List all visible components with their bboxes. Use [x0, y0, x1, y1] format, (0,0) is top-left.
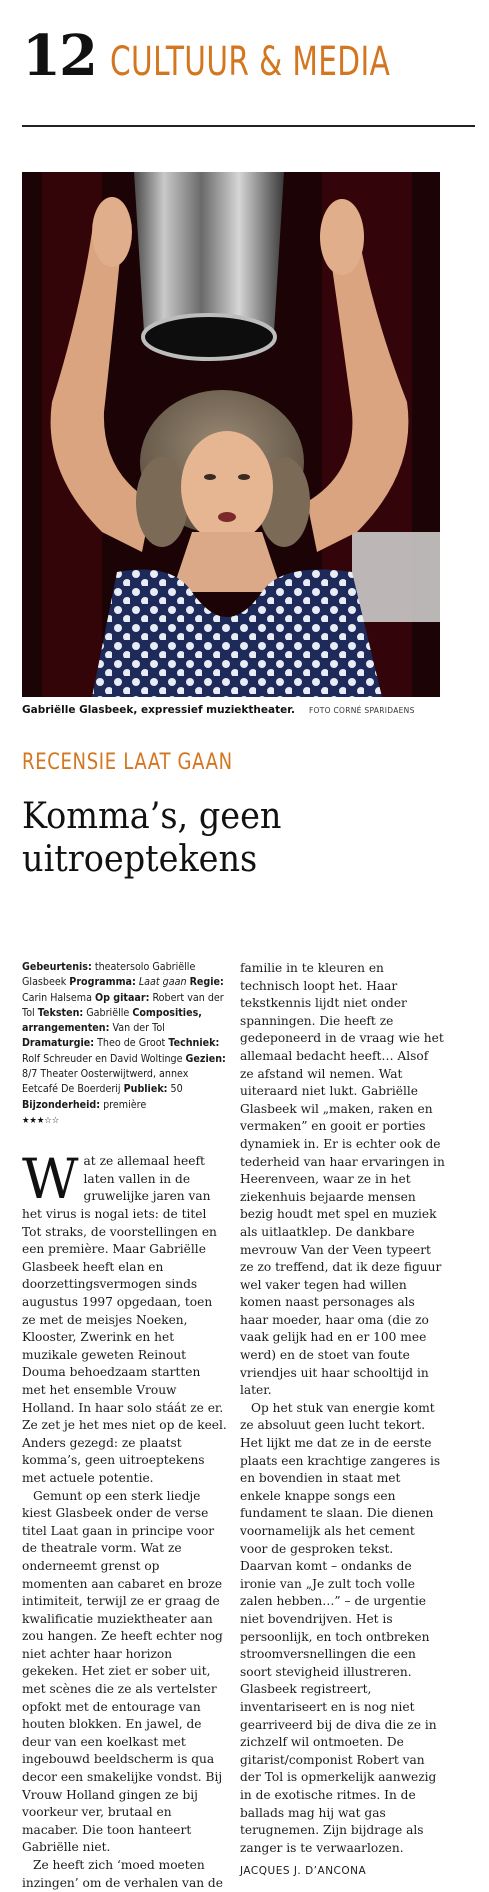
photo-credit: FOTO CORNÉ SPARIDAENS: [308, 706, 415, 715]
info-label: Programma:: [69, 976, 136, 989]
photo-caption: Gabriëlle Glasbeek, expressief muziektheater.: [22, 704, 295, 716]
info-label: Bijzonderheid:: [22, 1098, 101, 1111]
info-label: Composities, arrangementen:: [22, 1006, 202, 1035]
info-label: Regie:: [189, 976, 224, 989]
article-column-left: [22, 960, 227, 1892]
info-value: Theo de Groot: [94, 1037, 169, 1050]
author-byline: JACQUES J. D’ANCONA: [240, 1865, 367, 1878]
article-photo: [22, 172, 440, 697]
article-kicker: RECENSIE LAAT GAAN: [22, 750, 233, 775]
info-value: première: [100, 1098, 147, 1111]
info-value: Robert van der Tol: [22, 991, 224, 1019]
info-label: Publiek:: [123, 1083, 168, 1096]
photo-caption-row: [22, 704, 440, 716]
info-value: Laat gaan: [135, 976, 190, 989]
article-body-right: [240, 960, 445, 1857]
info-value: Van der Tol: [109, 1022, 165, 1035]
performer-illustration: [22, 172, 440, 697]
info-value: Carin Halsema: [22, 991, 95, 1004]
paragraph: Gemunt op een sterk liedje kiest Glasbeek onder de verse titel Laat gaan in principe voor de theatrale vorm. Wat ze onderneemt grenst op momenten aan cabaret en broze intimiteit, terwijl ze er graag de kwalificatie muziektheater aan zou hangen. Ze heeft echter nog niet achter haar horizon gekeken. Het ziet er sober uit, met scènes die ze als vertelster opfokt met de entourage van houten blokken. En jawel, de deur van een koelkast met ingebouwd beeldscherm is qua decor een smakelijke vondst. Bij Vrouw Holland gingen ze bij voorkeur ver, brutaal en macaber. Die toon hanteert Gabriëlle niet.: [22, 1488, 223, 1855]
star-rating: ★★★☆☆: [22, 1115, 60, 1126]
paragraph-text: at ze allemaal heeft laten vallen in de gruwelijke jaren van het virus is nogal iets: de titel Tot straks, de voorstellingen en een première. Maar Gabriëlle Glasbeek heeft elan en doorzettingsvermogen sinds augustus 1997 opgedaan, toen ze met de meisjes Noeken, Klooster, Zwerink en het muzikale geweten Reinout Douma behoedzaam startten met het ensemble Vrouw Holland. In haar solo stáát ze er. Ze zet je het mes niet op de keel. Anders gezegd: ze plaatst komma’s, geen uitroeptekens met actuele potentie.: [22, 1154, 227, 1485]
paragraph: familie in te kleuren en technisch loopt het. Haar tekstkennis lijdt niet onder spanningen. Die heeft ze gedeponeerd in de vraag wie het allemaal bedacht heeft… Alsof ze afstand wil nemen. Wat uiteraard niet lukt. Gabriëlle Glasbeek wil „maken, raken en vermaken” en gooit er porties dynamiek in. Er is echter ook de tederheid van haar ervaringen in Heerenveen, waar ze in het ziekenhuis bejaarde mensen bezig houdt met spel en muziek als uitlaatklep. De dankbare mevrouw Van der Veen typeert ze zo treffend, dat ik deze figuur wel vaker tegen had willen komen naast personages als haar moeder, haar oma (die zo vaak gelijk had en er 100 mee werd) en de stoet van foute vriendjes uit haar schooltijd in later.: [240, 961, 445, 1398]
info-value: 8/7 Theater Oosterwijtwerd, annex Eetcafé De Boerderij: [22, 1068, 189, 1096]
info-label: Gebeurtenis:: [22, 961, 92, 973]
article-body-left: [22, 1147, 227, 1892]
paragraph: Ze heeft zich ‘moed moeten inzingen’ om de verhalen van de: [22, 1858, 223, 1890]
info-label: Gezien:: [185, 1052, 226, 1065]
info-value: Gabriëlle: [83, 1006, 133, 1019]
page-header: [22, 23, 489, 98]
info-value: 50: [167, 1083, 183, 1096]
info-label: Op gitaar:: [94, 991, 150, 1004]
paragraph: Op het stuk van energie komt ze absoluut geen lucht tekort. Het lijkt me dat ze in de eerste plaats een krachtige zangeres is en bovendien in staat met enkele knappe songs een fundament te slaan. Die dienen voornamelijk als het cement voor de gesproken tekst. Daarvan komt – ondanks de ironie van „Je zult toch volle zalen hebben…” – de urgentie niet bovendrijven. Het is persoonlijk, en toch ontbreken stroomversnellingen die een soort stevigheid illustreren. Glasbeek registreert, inventariseert en is nog niet gearriveerd bij de diva die ze in zichzelf wil ontmoeten. De gitarist/componist Robert van der Tol is opmerkelijk aanwezig in de exotische ritmes. In de ballads mag hij wat gas terugnemen. Zijn bijdrage als zanger is te verwaarlozen.: [240, 1400, 441, 1855]
info-label: Dramaturgie:: [22, 1037, 95, 1050]
production-info: [22, 960, 226, 1129]
info-value: theatersolo Gabriëlle Glasbeek: [22, 961, 196, 989]
section-title: CULTUUR & MEDIA: [109, 39, 391, 85]
drop-cap: W: [22, 1147, 79, 1212]
page-number: 12: [22, 23, 96, 89]
article-column-right: [240, 960, 445, 1881]
info-label: Teksten:: [37, 1006, 84, 1019]
article-headline: Komma’s, geen uitroeptekens: [22, 796, 282, 881]
header-rule: [22, 125, 475, 127]
info-value: Rolf Schreuder en David Woltinge: [22, 1052, 186, 1065]
info-label: Techniek:: [168, 1037, 220, 1050]
paragraph: [22, 1147, 227, 1487]
